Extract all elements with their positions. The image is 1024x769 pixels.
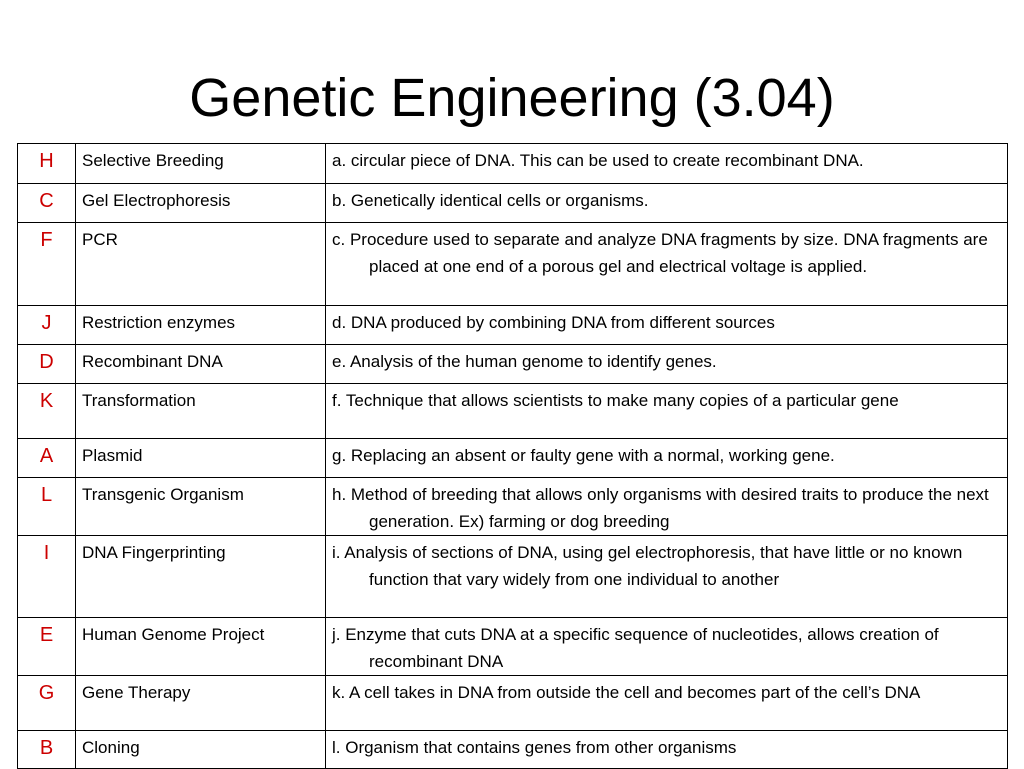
definition-text: d. DNA produced by combining DNA from different sources <box>332 313 775 332</box>
definition-cell <box>326 676 1008 731</box>
table-row <box>18 144 1008 184</box>
term-cell: Cloning <box>76 731 326 769</box>
definition-text: a. circular piece of DNA. This can be used to create recombinant DNA. <box>332 151 864 170</box>
definition-text: k. A cell takes in DNA from outside the cell and becomes part of the cell’s DNA <box>332 683 921 702</box>
table-row <box>18 439 1008 478</box>
definition-text: i. Analysis of sections of DNA, using gel electrophoresis, that have little or no known function that vary widely from one individual to another <box>332 543 963 589</box>
definition-cell <box>326 536 1008 618</box>
answer-letter: B <box>18 731 76 769</box>
matching-table <box>17 143 1008 769</box>
definition-text: h. Method of breeding that allows only organisms with desired traits to produce the next generation. Ex) farming or dog breeding <box>332 485 989 531</box>
definition-cell <box>326 439 1008 478</box>
term-cell: Restriction enzymes <box>76 306 326 345</box>
definition-text: j. Enzyme that cuts DNA at a specific sequence of nucleotides, allows creation of recombinant DNA <box>332 625 939 671</box>
table-row <box>18 618 1008 676</box>
definition-cell <box>326 345 1008 384</box>
term-cell: Plasmid <box>76 439 326 478</box>
term-cell: Gene Therapy <box>76 676 326 731</box>
definition-cell <box>326 384 1008 439</box>
table-row <box>18 384 1008 439</box>
definition-text: g. Replacing an absent or faulty gene with a normal, working gene. <box>332 446 835 465</box>
answer-letter: E <box>18 618 76 676</box>
definition-text: e. Analysis of the human genome to identify genes. <box>332 352 717 371</box>
answer-letter: J <box>18 306 76 345</box>
term-cell: PCR <box>76 223 326 306</box>
definition-text: c. Procedure used to separate and analyze DNA fragments by size. DNA fragments are placed at one end of a porous gel and electrical voltage is applied. <box>332 230 988 276</box>
slide-title: Genetic Engineering (3.04) <box>189 68 835 128</box>
table-row <box>18 731 1008 769</box>
table-row <box>18 345 1008 384</box>
table-row <box>18 478 1008 536</box>
term-cell: Human Genome Project <box>76 618 326 676</box>
definition-text: b. Genetically identical cells or organisms. <box>332 191 649 210</box>
term-cell: Recombinant DNA <box>76 345 326 384</box>
answer-letter: G <box>18 676 76 731</box>
answer-letter: H <box>18 144 76 184</box>
definition-text: l. Organism that contains genes from other organisms <box>332 738 737 757</box>
definition-cell <box>326 223 1008 306</box>
definition-cell <box>326 184 1008 223</box>
definition-cell <box>326 306 1008 345</box>
answer-letter: I <box>18 536 76 618</box>
table-row <box>18 676 1008 731</box>
definition-text: f. Technique that allows scientists to make many copies of a particular gene <box>332 391 899 410</box>
table-row <box>18 536 1008 618</box>
definition-cell <box>326 618 1008 676</box>
matching-table-body <box>18 144 1008 769</box>
term-cell: Transformation <box>76 384 326 439</box>
definition-cell <box>326 731 1008 769</box>
table-row <box>18 306 1008 345</box>
answer-letter: L <box>18 478 76 536</box>
term-cell: Selective Breeding <box>76 144 326 184</box>
definition-cell <box>326 144 1008 184</box>
answer-letter: F <box>18 223 76 306</box>
answer-letter: A <box>18 439 76 478</box>
table-row <box>18 184 1008 223</box>
term-cell: DNA Fingerprinting <box>76 536 326 618</box>
answer-letter: D <box>18 345 76 384</box>
answer-letter: C <box>18 184 76 223</box>
definition-cell <box>326 478 1008 536</box>
answer-letter: K <box>18 384 76 439</box>
table-row <box>18 223 1008 306</box>
term-cell: Transgenic Organism <box>76 478 326 536</box>
term-cell: Gel Electrophoresis <box>76 184 326 223</box>
